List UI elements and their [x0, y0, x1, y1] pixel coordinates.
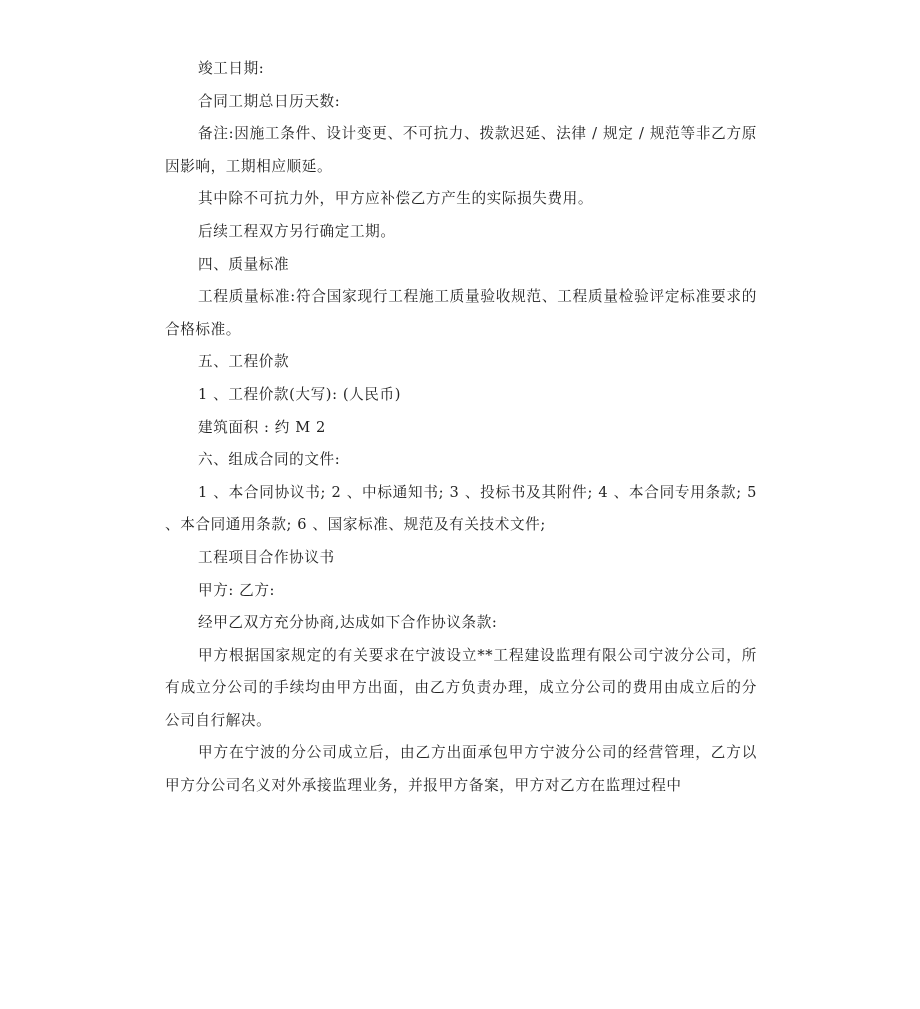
completion-date-line: 竣工日期:: [198, 60, 265, 77]
total-calendar-days-line: 合同工期总日历天数:: [198, 92, 341, 110]
parties-line: 甲方: 乙方:: [198, 581, 276, 599]
agreement-intro-line: 经甲乙双方充分协商,达成如下合作协议条款:: [198, 614, 498, 632]
agreement-title: 工程项目合作协议书: [198, 548, 335, 566]
branch-operation-paragraph: 甲方在宁波的分公司成立后，由乙方出面承包甲方宁波分公司的经营管理，乙方以甲方分公司名义对外承接监理业务，并报甲方备案，甲方对乙方在监理过程中: [165, 744, 757, 795]
branch-setup-paragraph: 甲方根据国家规定的有关要求在宁波设立**工程建设监理有限公司宁波分公司，所有成立分公司的手续均由甲方出面，由乙方负责办理，成立分公司的费用由成立后的分公司自行解决。: [165, 646, 757, 729]
section-heading-price: 五、工程价款: [198, 353, 290, 371]
documents-list-paragraph: 1 、本合同协议书; 2 、中标通知书; 3 、投标书及其附件; 4 、本合同专用条款; 5 、本合同通用条款; 6 、国家标准、规范及有关技术文件;: [165, 483, 757, 534]
follow-up-schedule-paragraph: 后续工程双方另行确定工期。: [198, 222, 396, 240]
quality-standard-paragraph: 工程质量标准:符合国家现行工程施工质量验收规范、工程质量检验评定标准要求的合格标准。: [165, 288, 757, 338]
building-area-line: 建筑面积 : 约 M 2: [198, 418, 326, 436]
section-heading-documents: 六、组成合同的文件:: [198, 451, 341, 469]
remarks-paragraph: 备注:因施工条件、设计变更、不可抗力、拨款迟延、法律 / 规定 / 规范等非乙方原因影响，工期相应顺延。: [165, 125, 757, 175]
compensation-paragraph: 其中除不可抗力外，甲方应补偿乙方产生的实际损失费用。: [198, 190, 594, 208]
contract-price-line: 1 、工程价款(大写): (人民币): [198, 385, 401, 403]
section-heading-quality: 四、质量标准: [198, 255, 290, 273]
document-body: [165, 53, 757, 803]
